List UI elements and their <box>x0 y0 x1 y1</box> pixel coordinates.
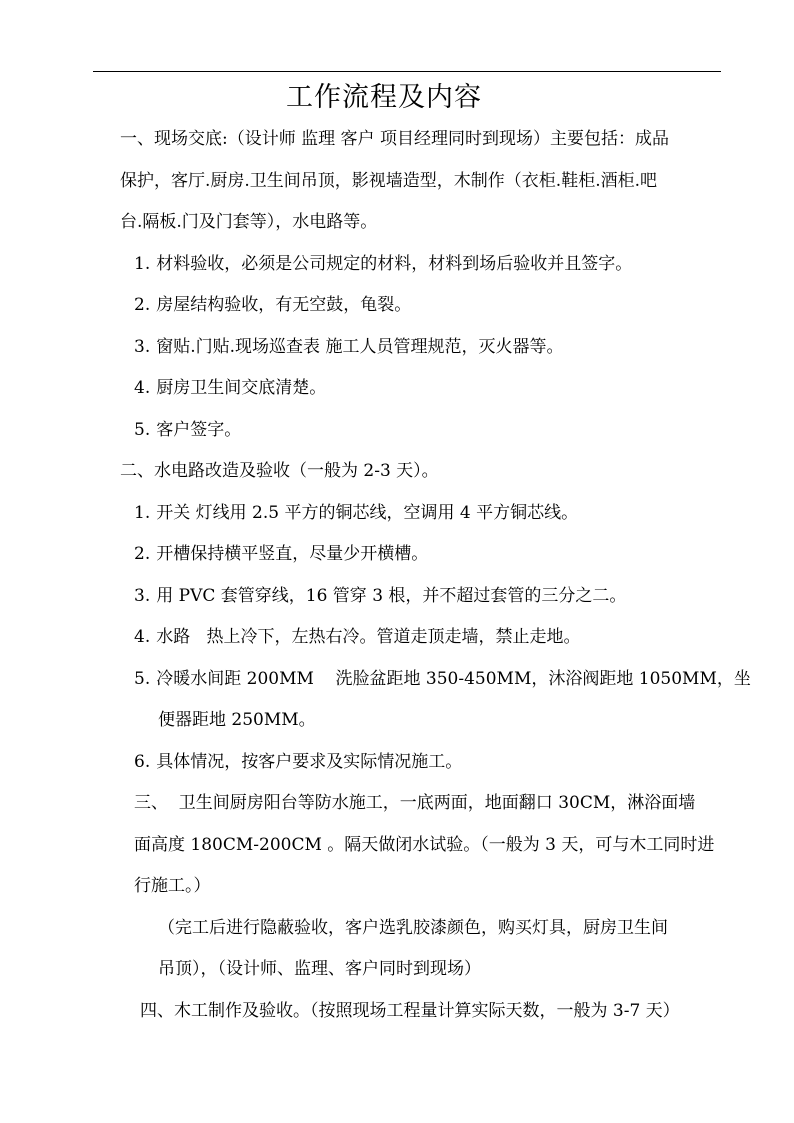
list-item-text: 开槽保持横平竖直，尽量少开横槽。 <box>156 544 429 564</box>
section3-note-line2: 吊顶），（设计师、监理、客户同时到现场） <box>158 959 481 979</box>
section1-line1: 一、现场交底:（设计师 监理 客户 项目经理同时到现场）主要包括：成品 <box>120 129 669 149</box>
list-item-number: 4. <box>134 627 151 647</box>
list-item <box>134 668 751 690</box>
list-item-number: 5. <box>134 669 151 689</box>
list-item-number: 5. <box>134 420 151 440</box>
list-item <box>134 751 462 773</box>
list-item-text: 厨房卫生间交底清楚。 <box>156 378 327 398</box>
list-item <box>134 543 428 565</box>
list-item-number: 4. <box>134 378 151 398</box>
section1-line2: 保护，客厅.厨房.卫生间吊顶，影视墙造型，木制作（衣柜.鞋柜.酒柜.吧 <box>120 171 658 191</box>
section1-line3: 台.隔板.门及门套等），水电路等。 <box>120 212 378 232</box>
section3-line2: 面高度 180CM-200CM 。隔天做闭水试验。（一般为 3 天，可与木工同时进 <box>134 835 715 855</box>
list-item <box>134 294 411 316</box>
list-item-text: 材料验收，必须是公司规定的材料，材料到场后验收并且签字。 <box>156 254 633 274</box>
list-item-number: 2. <box>134 544 151 564</box>
list-item-text: 开关 灯线用 2.5 平方的铜芯线，空调用 4 平方铜芯线。 <box>156 503 579 523</box>
list-item-text: 房屋结构验收，有无空鼓，龟裂。 <box>156 295 412 315</box>
list-item-number: 3. <box>134 586 151 606</box>
list-item-text: 水路 热上冷下，左热右冷。管道走顶走墙，禁止走地。 <box>156 627 581 647</box>
list-item-number: 1. <box>134 503 151 523</box>
list-item-text: 用 PVC 套管穿线，16 管穿 3 根，并不超过套管的三分之二。 <box>156 586 627 606</box>
section3-line1: 三、 卫生间厨房阳台等防水施工，一底两面，地面翻口 30CM，淋浴面墙 <box>134 793 696 813</box>
section4-heading: 四、木工制作及验收。（按照现场工程量计算实际天数，一般为 3-7 天） <box>140 1001 680 1021</box>
list-item-text: 具体情况，按客户要求及实际情况施工。 <box>156 752 463 772</box>
list-item <box>134 377 326 399</box>
header-rule <box>93 71 721 72</box>
list-item <box>134 419 241 441</box>
list-item-text: 客户签字。 <box>156 420 242 440</box>
list-item-text: 窗贴.门贴.现场巡查表 施工人员管理规范，灭火器等。 <box>156 337 564 357</box>
list-item <box>134 253 632 275</box>
section3-note-line1: （完工后进行隐蔽验收，客户选乳胶漆颜色，购买灯具，厨房卫生间 <box>158 918 668 938</box>
list-item <box>134 502 578 524</box>
list-item-number: 1. <box>134 254 151 274</box>
list-item-number: 3. <box>134 337 151 357</box>
section3-line3: 行施工。） <box>134 876 211 896</box>
section2-heading: 二、水电路改造及验收（一般为 2-3 天）。 <box>120 461 439 481</box>
list-item <box>134 585 626 607</box>
list-item <box>134 626 580 648</box>
list-item <box>134 336 563 358</box>
page-title: 工作流程及内容 <box>286 82 482 113</box>
list-item-continuation: 便器距地 250MM。 <box>158 710 316 730</box>
list-item-text: 冷暖水间距 200MM 洗脸盆距地 350-450MM，沐浴阀距地 1050MM，坐 <box>156 669 751 689</box>
list-item-number: 2. <box>134 295 151 315</box>
list-item-number: 6. <box>134 752 151 772</box>
